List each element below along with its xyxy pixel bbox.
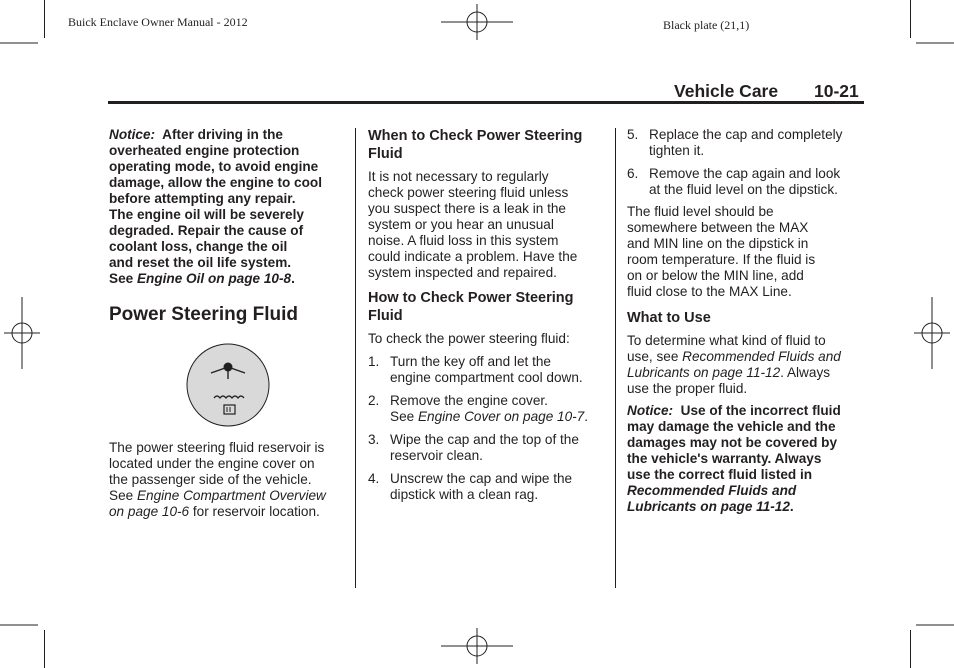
step-line: Replace the cap and completely — [649, 127, 843, 142]
notice-label: Notice: — [109, 127, 156, 142]
when-to-check-heading — [368, 127, 610, 163]
heading-line: Fluid — [368, 146, 403, 162]
step-line: reservoir clean. — [390, 448, 483, 463]
notice-line: may damage the vehicle and the — [627, 419, 836, 434]
list-item — [627, 166, 867, 198]
step-number: 2. — [368, 393, 380, 408]
how-intro: To check the power steering fluid: — [368, 331, 570, 346]
header-rule — [108, 101, 864, 104]
column-divider-1 — [355, 128, 356, 588]
when-paragraph — [368, 169, 610, 281]
doc-title: Buick Enclave Owner Manual - 2012 — [68, 15, 248, 29]
see-suffix: for reservoir location. — [192, 504, 320, 519]
fluid-notice — [627, 403, 867, 515]
notice-end: . — [291, 271, 295, 286]
list-item — [368, 471, 610, 503]
body-line: room temperature. If the fluid is — [627, 252, 816, 267]
list-item — [627, 127, 867, 159]
notice-line: before attempting any repair. — [109, 191, 296, 206]
step-line: at the fluid level on the dipstick. — [649, 182, 838, 197]
body-line: use the proper fluid. — [627, 381, 748, 396]
step-line: Unscrew the cap and wipe the — [390, 471, 573, 486]
what-to-use-heading: What to Use — [627, 310, 711, 326]
step-number: 4. — [368, 471, 380, 486]
reservoir-paragraph — [109, 440, 349, 520]
notice-label: Notice: — [627, 403, 674, 418]
step-line: dipstick with a clean rag. — [390, 487, 539, 502]
notice-line: operating mode, to avoid engine — [109, 159, 319, 174]
heading-line: How to Check Power Steering — [368, 290, 574, 306]
notice-line: degraded. Repair the cause of — [109, 223, 304, 238]
registration-mark-right — [914, 297, 950, 369]
body-line: the passenger side of the vehicle. — [109, 472, 312, 487]
body-line: The power steering fluid reservoir is — [109, 440, 325, 455]
step-line: Wipe the cap and the top of the — [390, 432, 579, 447]
step-line: Remove the engine cover. — [390, 393, 548, 408]
notice-see: See — [109, 271, 134, 286]
how-to-check-heading — [368, 289, 610, 325]
body-line: fluid close to the MAX Line. — [627, 284, 792, 299]
notice-line: damage, allow the engine to cool — [109, 175, 322, 190]
list-item — [368, 393, 610, 425]
step-line: Turn the key off and let the — [390, 354, 551, 369]
plate-label: Black plate (21,1) — [663, 18, 750, 32]
body-text: . Always — [780, 365, 831, 380]
step-line: Remove the cap again and look — [649, 166, 841, 181]
column-divider-2 — [615, 128, 616, 588]
heading-line: Fluid — [368, 308, 403, 324]
running-head-page-number: 10-21 — [814, 81, 859, 101]
engine-oil-reference-link[interactable]: Engine Oil on page 10-8 — [136, 271, 292, 286]
step-see: See — [390, 409, 415, 424]
body-line: located under the engine cover on — [109, 456, 315, 471]
body-line: you suspect there is a leak in the — [368, 201, 566, 216]
body-line: on or below the MIN line, add — [627, 268, 804, 283]
body-line: check power steering fluid unless — [368, 185, 569, 200]
step-line: tighten it. — [649, 143, 705, 158]
what-to-use-paragraph — [627, 333, 867, 397]
engine-notice — [109, 127, 349, 287]
registration-mark-top — [441, 4, 513, 40]
step-number: 3. — [368, 432, 380, 447]
notice-line: Use of the incorrect fluid — [680, 403, 841, 418]
step-end: . — [584, 409, 589, 424]
column-1 — [109, 127, 349, 520]
engine-compartment-reference-page[interactable]: on page 10-6 — [109, 504, 190, 519]
body-line: It is not necessary to regularly — [368, 169, 549, 184]
registration-mark-bottom — [441, 628, 513, 664]
section-heading: Power Steering Fluid — [109, 304, 298, 325]
body-line: could indicate a problem. Have the — [368, 249, 578, 264]
body-line: The fluid level should be — [627, 204, 774, 219]
notice-end: . — [789, 499, 794, 514]
notice-fluids-reference-link[interactable]: Recommended Fluids and — [627, 483, 797, 498]
notice-line: After driving in the — [162, 127, 283, 142]
engine-cover-reference-link[interactable]: Engine Cover on page 10-7 — [417, 409, 585, 424]
body-line: somewhere between the MAX — [627, 220, 809, 235]
column-3 — [627, 127, 867, 515]
column-2 — [368, 127, 610, 503]
step-number: 5. — [627, 127, 639, 142]
step-line: engine compartment cool down. — [390, 370, 583, 385]
body-text: use, see — [627, 349, 679, 364]
body-line: To determine what kind of fluid to — [627, 333, 826, 348]
step-number: 1. — [368, 354, 380, 369]
registration-mark-left — [4, 297, 40, 369]
list-item — [368, 432, 610, 464]
see-prefix: See — [109, 488, 134, 503]
recommended-fluids-reference-link[interactable]: Recommended Fluids and — [682, 349, 841, 364]
notice-line: damages may not be covered by — [627, 435, 838, 450]
notice-fluids-reference-page[interactable]: Lubricants on page 11-12 — [627, 499, 790, 514]
body-line: noise. A fluid loss in this system — [368, 233, 559, 248]
recommended-fluids-reference-page[interactable]: Lubricants on page 11-12 — [627, 365, 781, 380]
notice-line: overheated engine protection — [109, 143, 300, 158]
notice-line: the vehicle's warranty. Always — [627, 451, 822, 466]
body-line: and MIN line on the dipstick in — [627, 236, 809, 251]
notice-line: coolant loss, change the oil — [109, 239, 288, 254]
power-steering-fluid-icon — [186, 343, 270, 427]
step-number: 6. — [627, 166, 639, 181]
body-line: system or you hear an unusual — [368, 217, 554, 232]
heading-line: When to Check Power Steering — [368, 128, 583, 144]
list-item — [368, 354, 610, 386]
running-head-section: Vehicle Care — [674, 81, 779, 101]
notice-line: and reset the oil life system. — [109, 255, 292, 270]
notice-line: The engine oil will be severely — [109, 207, 304, 222]
notice-line: use the correct fluid listed in — [627, 467, 813, 482]
fluid-level-paragraph — [627, 204, 867, 300]
body-line: system inspected and repaired. — [368, 265, 557, 280]
engine-compartment-reference-link[interactable]: Engine Compartment Overview — [136, 488, 326, 503]
